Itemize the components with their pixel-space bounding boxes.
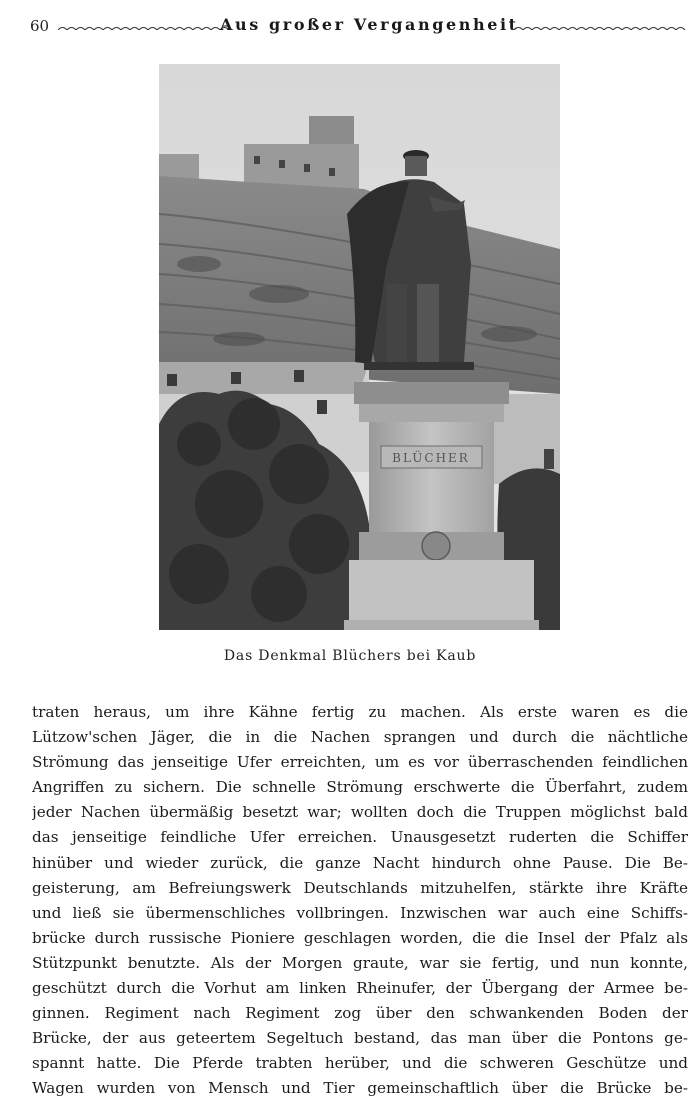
text-line: und ließ sie übermenschliches vollbringen. Inzwischen war auch eine Schiffs- bbox=[32, 903, 688, 922]
figure-caption: Das Denkmal Blüchers bei Kaub bbox=[223, 648, 477, 664]
monument-photograph bbox=[159, 64, 560, 630]
text-line: Brücke, der aus geteertem Segeltuch bestand, das man über die Pontons ge- bbox=[32, 1029, 688, 1048]
text-line: ginnen. Regiment nach Regiment zog über den schwankenden Boden der bbox=[32, 1004, 688, 1023]
text-line: traten heraus, um ihre Kähne fertig zu machen. Als erste waren es die bbox=[32, 703, 688, 721]
running-title: Aus großer Vergangenheit bbox=[220, 15, 519, 34]
body-text bbox=[32, 700, 688, 1102]
text-line: hinüber und wieder zurück, die ganze Nacht hindurch ohne Pause. Die Be- bbox=[32, 853, 688, 872]
text-line: geschützt durch die Vorhut am linken Rheinufer, der Übergang der Armee be- bbox=[32, 979, 688, 998]
text-line: geisterung, am Befreiungswerk Deutschlands mitzuhelfen, stärkte ihre Kräfte bbox=[32, 878, 688, 897]
text-line: jeder Nachen übermäßig besetzt war; wollten doch die Truppen möglichst bald bbox=[32, 803, 688, 822]
page-number: 60 bbox=[30, 17, 50, 35]
text-line: Lützow'schen Jäger, die in die Nachen sprangen und durch die nächtliche bbox=[32, 728, 688, 747]
text-line: das jenseitige feindliche Ufer erreichen. Unausgesetzt ruderten die Schiffer bbox=[32, 828, 688, 847]
header-ornament-left bbox=[58, 20, 230, 30]
plinth-inscription: BLÜCHER bbox=[392, 451, 470, 465]
text-line: spannt hatte. Die Pferde trabten herüber, und die schweren Geschütze und bbox=[32, 1054, 688, 1073]
header-ornament-right bbox=[514, 20, 686, 30]
text-line: Stützpunkt benutzte. Als der Morgen graute, war sie fertig, und nun konnte, bbox=[32, 953, 688, 972]
text-line: Angriffen zu sichern. Die schnelle Strömung erschwerte die Überfahrt, zudem bbox=[32, 778, 688, 797]
running-header bbox=[28, 12, 688, 40]
text-line: brücke durch russische Pioniere geschlagen worden, die die Insel der Pfalz als bbox=[32, 928, 688, 947]
text-line: Wagen wurden von Mensch und Tier gemeinschaftlich über die Brücke be- bbox=[32, 1079, 688, 1098]
text-line: Strömung das jenseitige Ufer erreichten, um es vor überraschenden feindlichen bbox=[32, 753, 688, 772]
